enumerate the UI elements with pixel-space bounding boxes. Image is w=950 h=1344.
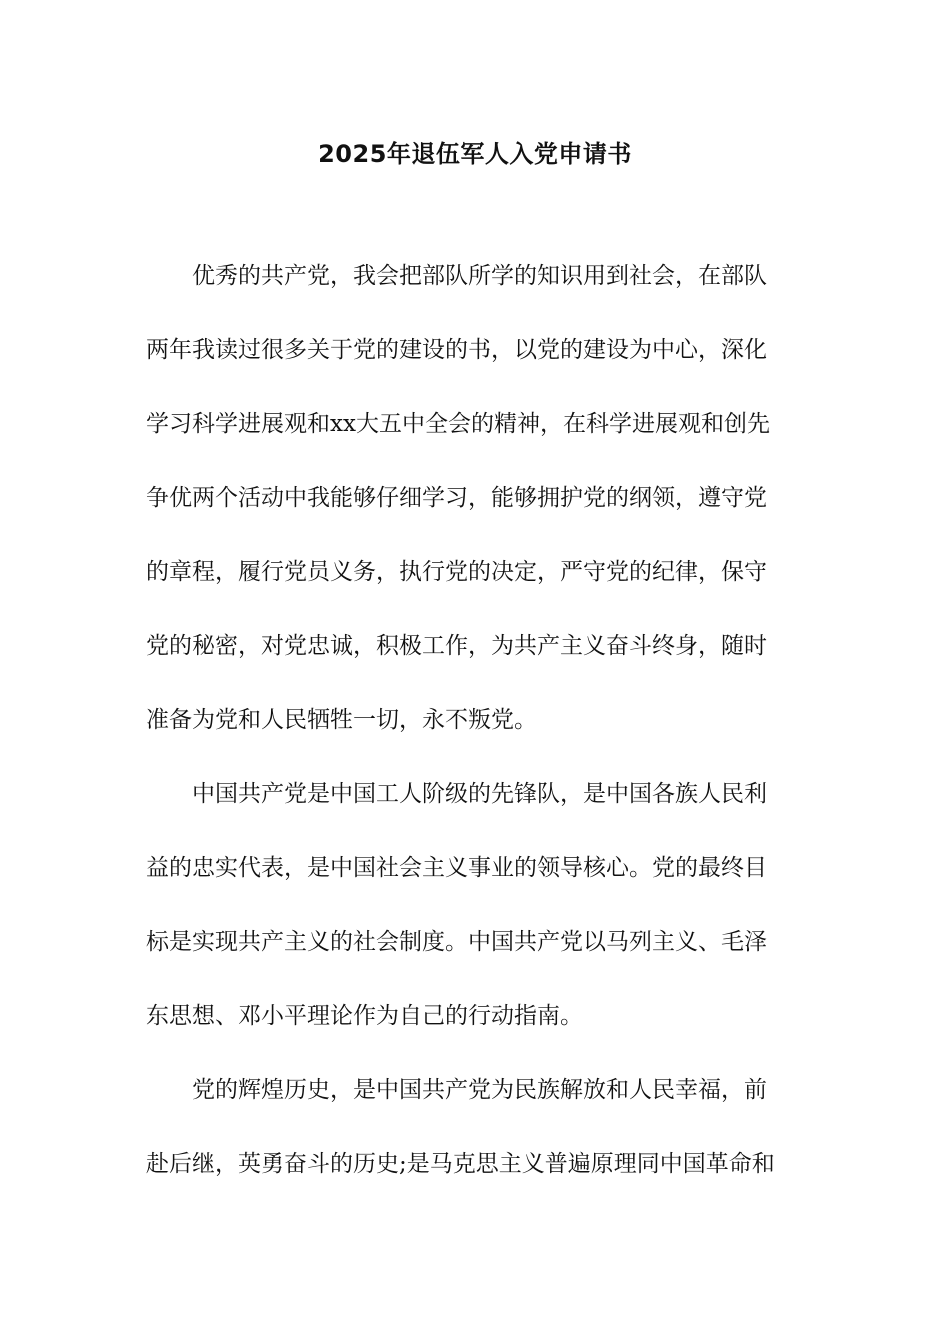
paragraph-line: 两年我读过很多关于党的建设的书，以党的建设为中心，深化	[146, 337, 767, 363]
paragraph-line: 益的忠实代表，是中国社会主义事业的领导核心。党的最终目	[146, 855, 767, 881]
paragraph-3	[146, 1066, 806, 1189]
document-title: 2025年退伍军人入党申请书	[318, 140, 632, 168]
paragraph-line: 争优两个活动中我能够仔细学习，能够拥护党的纲领，遵守党	[146, 485, 767, 511]
paragraph-line: 党的秘密，对党忠诚，积极工作，为共产主义奋斗终身，随时	[146, 633, 767, 659]
document-body	[146, 252, 806, 1189]
paragraph-line: 学习科学进展观和xx大五中全会的精神，在科学进展观和创先	[146, 411, 770, 437]
paragraph-2	[146, 770, 806, 1041]
paragraph-line: 标是实现共产主义的社会制度。中国共产党以马列主义、毛泽	[146, 929, 767, 955]
paragraph-line: 的章程，履行党员义务，执行党的决定，严守党的纪律，保守	[146, 559, 767, 585]
paragraph-line: 中国共产党是中国工人阶级的先锋队，是中国各族人民利	[192, 781, 767, 807]
paragraph-line: 准备为党和人民牺牲一切，永不叛党。	[146, 707, 537, 733]
paragraph-line: 东思想、邓小平理论作为自己的行动指南。	[146, 1003, 583, 1029]
paragraph-1	[146, 252, 806, 745]
paragraph-line: 党的辉煌历史，是中国共产党为民族解放和人民幸福，前	[192, 1077, 767, 1103]
paragraph-line: 赴后继，英勇奋斗的历史;是马克思主义普遍原理同中国革命和	[146, 1151, 775, 1177]
paragraph-line: 优秀的共产党，我会把部队所学的知识用到社会，在部队	[192, 263, 767, 289]
